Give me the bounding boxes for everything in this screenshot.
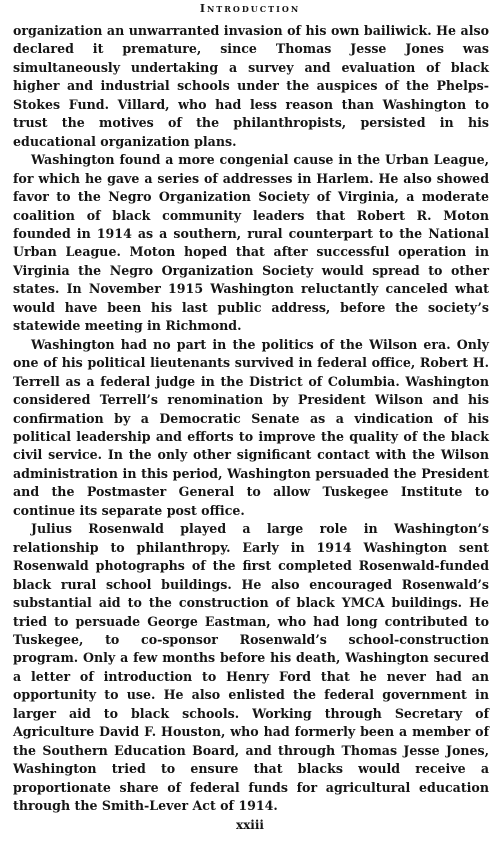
body-text (13, 22, 489, 815)
paragraph-urban-league: Washington found a more congenial cause in the Urban League, for which he gave a series of addresses in Harlem. He also showed favor to the Negro Organization Society of Virginia, a moderate coalition of black community leaders that Robert R. Moton founded in 1914 as a southern, rural counterpart to the National Urban League. Moton hoped that after successful operation in Virginia the Negro Organization Society would spread to other states. In November 1915 Washington reluctantly canceled what would have been his last public address, before the society’s statewide meeting in Richmond. (13, 152, 489, 334)
paragraph-continued: organization an unwarranted invasion of his own bailiwick. He also declared it premature, since Thomas Jesse Jones was simultaneously undertaking a survey and evaluation of black higher and industrial schools under the auspices of the Phelps-Stokes Fund. Villard, who had less reason than Washington to trust the motives of the philanthropists, persisted in his educational organization plans. (13, 23, 489, 149)
running-head: Introduction (199, 2, 301, 15)
paragraph-rosenwald: Julius Rosenwald played a large role in Washington’s relationship to philanthropy. Early in 1914 Washington sent Rosenwald photographs of the first completed Rosenwald-funded black rural school buildings. He also encouraged Rosenwald’s substantial aid to the construction of black YMCA buildings. He tried to persuade George Eastman, who had long contributed to Tuskegee, to co-sponsor Rosenwald’s school-construction program. Only a few months before his death, Washington secured a letter of introduction to Henry Ford that he never had an opportunity to use. He also enlisted the federal government in larger aid to black schools. Working through Secretary of Agriculture David F. Houston, who had formerly been a member of the Southern Education Board, and through Thomas Jesse Jones, Washington tried to ensure that blacks would receive a proportionate share of federal funds for agricultural education through the Smith-Lever Act of 1914. (13, 521, 489, 814)
page-number: xxiii (236, 818, 264, 832)
paragraph-wilson-era: Washington had no part in the politics of the Wilson era. Only one of his political lieutenants survived in federal office, Robert H. Terrell as a federal judge in the District of Columbia. Washington considered Terrell’s renomination by President Wilson and his confirmation by a Democratic Senate as a vindication of his political leadership and efforts to improve the quality of the black civil service. In the only other significant contact with the Wilson administration in this period, Washington persuaded the President and the Postmaster General to allow Tuskegee Institute to continue its separate post office. (13, 336, 489, 518)
